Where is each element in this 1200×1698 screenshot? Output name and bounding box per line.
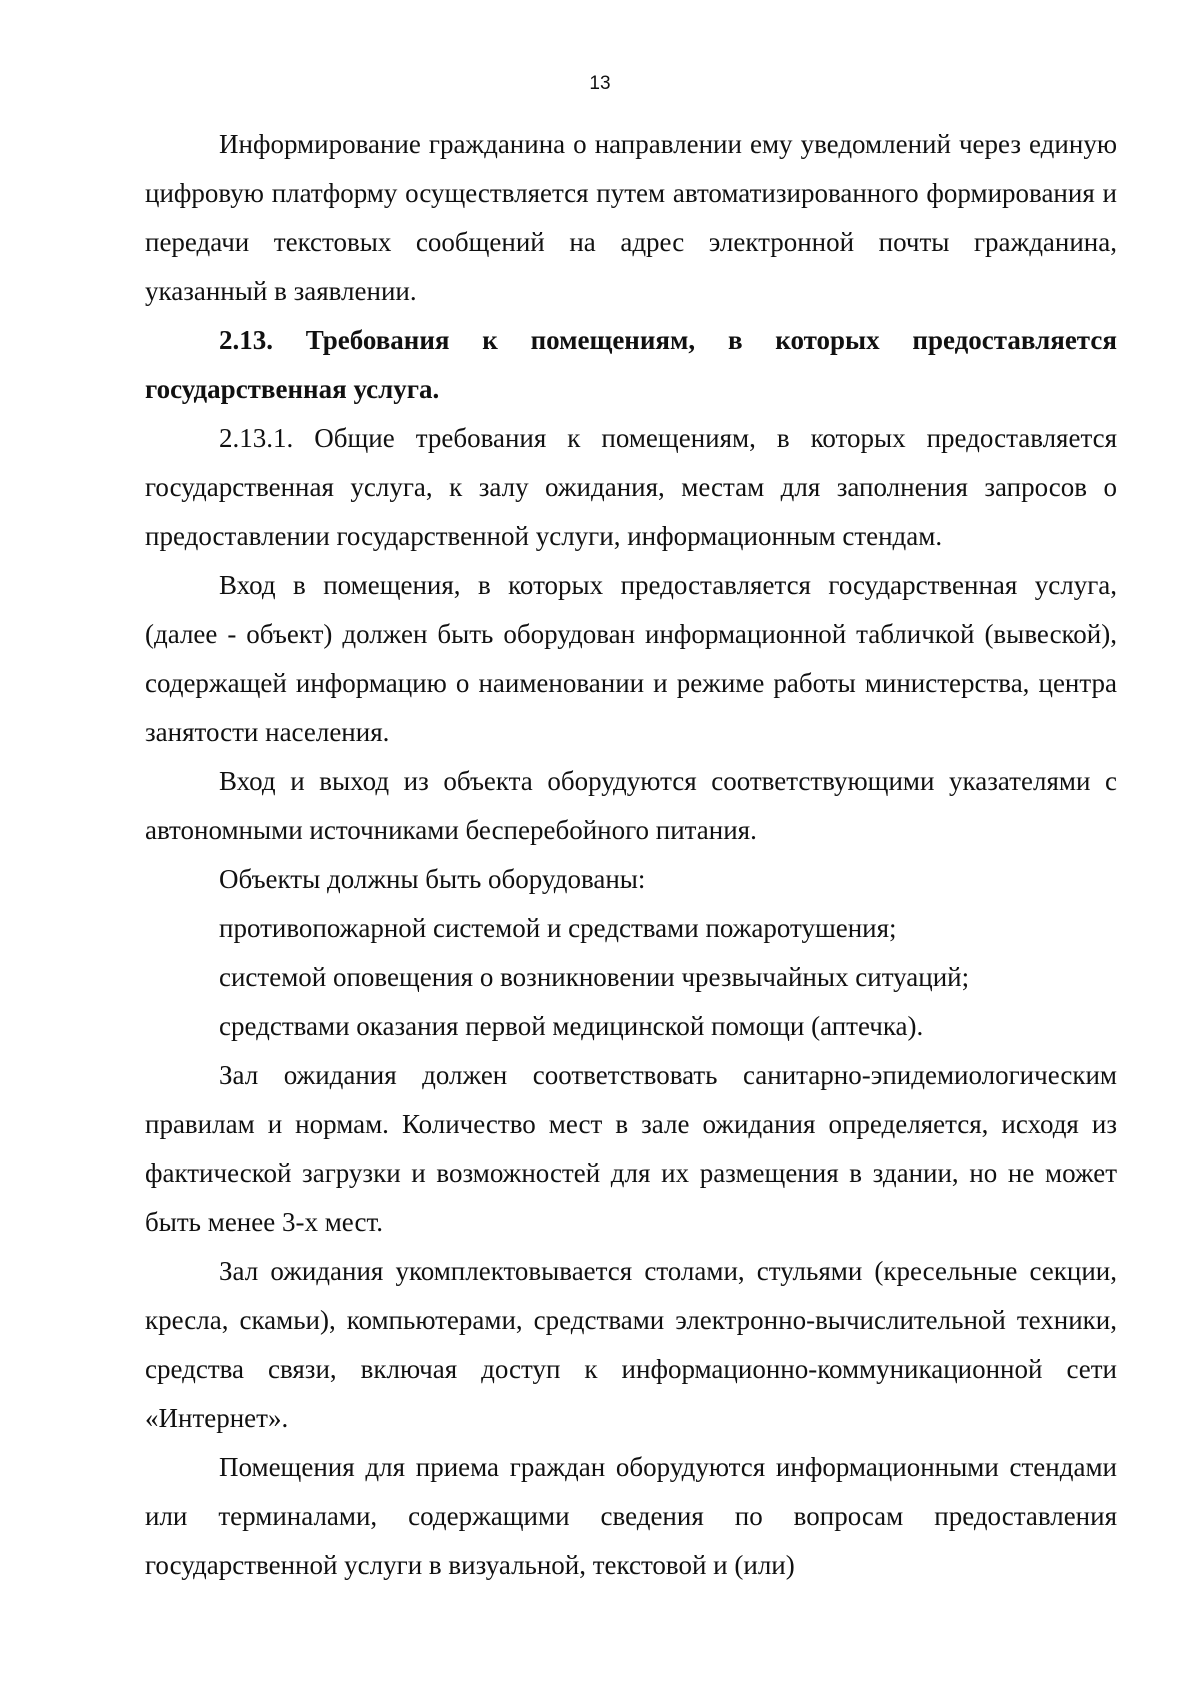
paragraph-2-13-1: 2.13.1. Общие требования к помещениям, в которых предоставляется государственная услуга, к залу ожидания, местам для заполнения запросов о предоставлении государственной услуги, информационным стендам. xyxy=(145,423,1117,551)
section-heading-2-13: 2.13. Требования к помещениям, в которых предоставляется государственная услуга. xyxy=(145,325,1117,404)
document-body xyxy=(145,120,1117,1590)
list-item-first-aid: средствами оказания первой медицинской помощи (аптечка). xyxy=(219,1011,924,1041)
paragraph-notification: Информирование гражданина о направлении ему уведомлений через единую цифровую платформу осуществляется путем автоматизированного формирования и передачи текстовых сообщений на адрес электронной почты гражданина, указанный в заявлении. xyxy=(145,129,1117,306)
paragraph-entrance-exit: Вход и выход из объекта оборудуются соответствующими указателями с автономными источниками бесперебойного питания. xyxy=(145,766,1117,845)
paragraph-entrance-sign: Вход в помещения, в которых предоставляется государственная услуга, (далее - объект) должен быть оборудован информационной табличкой (вывеской), содержащей информацию о наименовании и режиме работы министерства, центра занятости населения. xyxy=(145,570,1117,747)
list-item-fire-system: противопожарной системой и средствами пожаротушения; xyxy=(219,913,897,943)
paragraph-equipment-intro: Объекты должны быть оборудованы: xyxy=(219,864,646,894)
paragraph-info-stands: Помещения для приема граждан оборудуются информационными стендами или терминалами, содержащими сведения по вопросам предоставления государственной услуги в визуальной, текстовой и (или) xyxy=(145,1452,1117,1580)
paragraph-waiting-hall-norms: Зал ожидания должен соответствовать санитарно-эпидемиологическим правилам и нормам. Количество мест в зале ожидания определяется, исходя из фактической загрузки и возможностей для их размещения в здании, но не может быть менее 3-х мест. xyxy=(145,1060,1117,1237)
page-number: 13 xyxy=(589,73,611,94)
list-item-alert-system: системой оповещения о возникновении чрезвычайных ситуаций; xyxy=(219,962,970,992)
paragraph-waiting-hall-furniture: Зал ожидания укомплектовывается столами, стульями (кресельные секции, кресла, скамьи), компьютерами, средствами электронно-вычислительной техники, средства связи, включая доступ к информационно-коммуникационной сети «Интернет». xyxy=(145,1256,1117,1433)
